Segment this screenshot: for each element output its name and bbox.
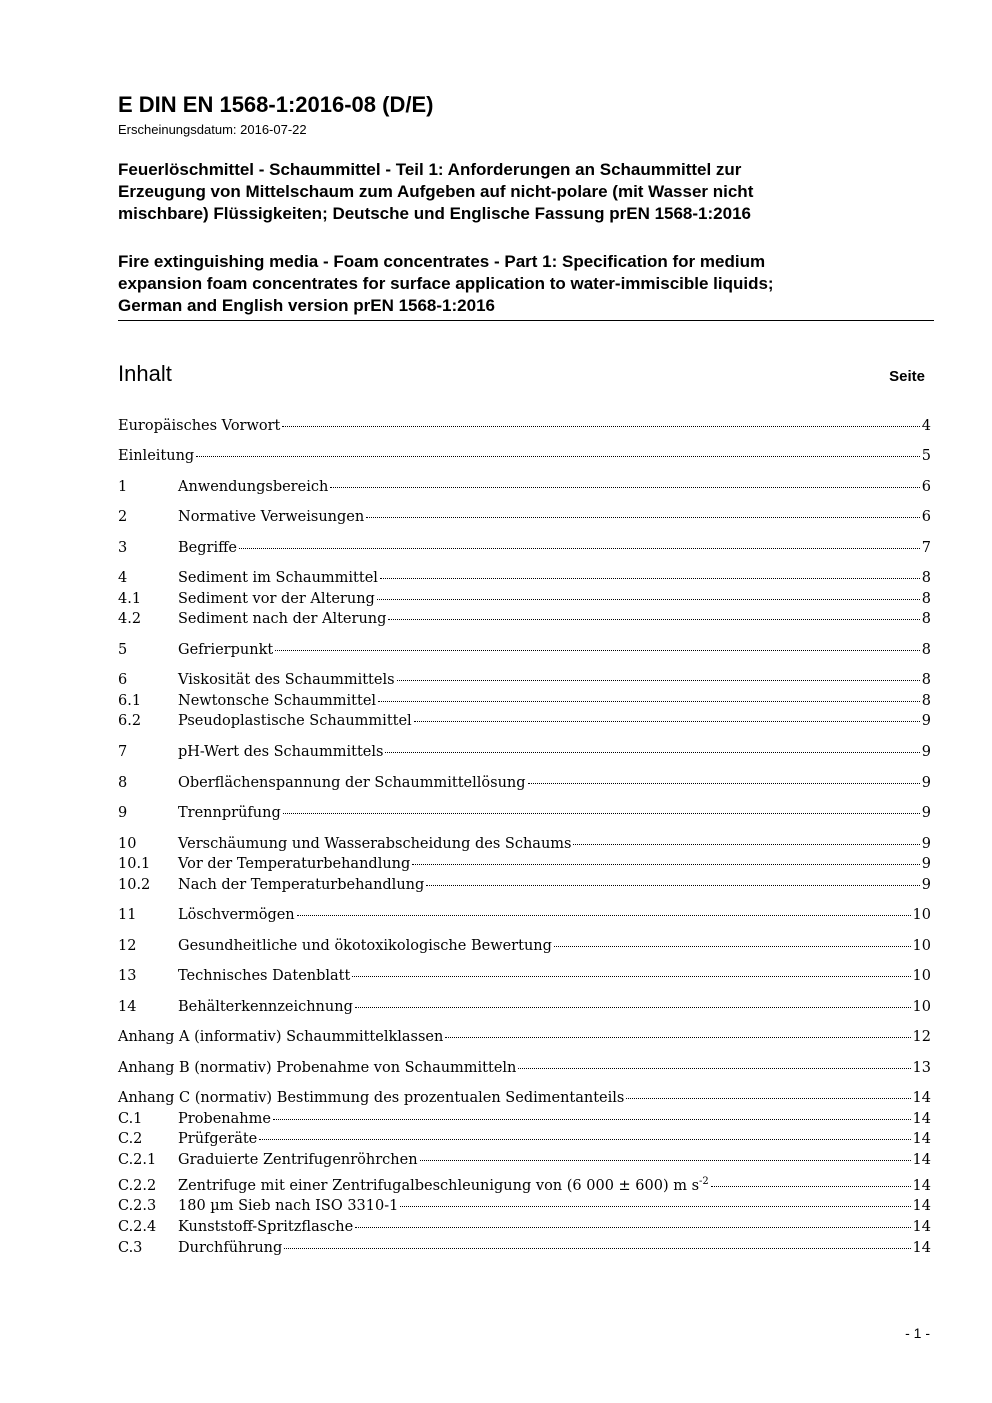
toc-heading: Inhalt	[118, 361, 172, 386]
toc-entry-title-text: Europäisches Vorwort	[118, 418, 281, 434]
english-title-line: Fire extinguishing media - Foam concentrates - Part 1: Specification for medium	[118, 252, 766, 271]
toc-dot-leader	[528, 783, 920, 784]
toc-entry-title	[178, 1176, 709, 1194]
german-title-line: mischbare) Flüssigkeiten; Deutsche und Englische Fassung prEN 1568-1:2016	[118, 204, 751, 223]
german-title-line: Erzeugung von Mittelschaum zum Aufgeben auf nicht-polare (mit Wasser nicht	[118, 182, 754, 201]
toc-entry-title	[178, 693, 376, 709]
toc-entry-number: C.2	[118, 1131, 143, 1147]
toc-entry-title-text: Newtonsche Schaummittel	[178, 693, 377, 709]
toc-entry[interactable]	[118, 907, 931, 927]
toc-dot-leader	[283, 813, 920, 814]
toc-entry-number: 9	[118, 805, 128, 821]
toc-entry-number: C.1	[118, 1111, 143, 1127]
toc-entry-page: 9	[921, 805, 931, 821]
toc-entry-page: 10	[912, 907, 931, 923]
toc-entry[interactable]	[118, 642, 931, 662]
toc-entry-page: 9	[921, 713, 931, 729]
toc-entry-title	[118, 418, 280, 434]
toc-entry-title-text: Anwendungsbereich	[178, 479, 329, 495]
toc-dot-leader	[385, 752, 919, 753]
toc-entry-title	[118, 448, 194, 464]
table-of-contents	[118, 0, 931, 1403]
toc-entry-page: 14	[912, 1219, 931, 1235]
toc-dot-leader	[400, 1206, 910, 1207]
toc-entry-superscript: -2	[699, 1176, 709, 1187]
toc-entry-title	[178, 999, 353, 1015]
toc-entry-title-text: Kunststoff-Spritzflasche	[178, 1219, 354, 1235]
toc-entry-title-text: Nach der Temperaturbehandlung	[178, 877, 425, 893]
toc-entry-number: 6	[118, 672, 128, 688]
toc-dot-leader	[284, 1248, 910, 1249]
toc-dot-leader	[377, 599, 920, 600]
toc-entry[interactable]	[118, 968, 931, 988]
toc-entry[interactable]	[118, 713, 931, 733]
toc-dot-leader	[355, 1007, 911, 1008]
toc-entry-page: 8	[921, 693, 931, 709]
toc-dot-leader	[282, 426, 919, 427]
toc-entry-title	[178, 1152, 418, 1168]
toc-entry-page: 9	[921, 744, 931, 760]
toc-entry-page: 10	[912, 938, 931, 954]
toc-page-column-label: Seite	[889, 368, 925, 385]
toc-entry-number: 4.2	[118, 611, 142, 627]
toc-entry-title-text: Einleitung	[118, 448, 195, 464]
toc-entry-title-text: Sediment vor der Alterung	[178, 591, 375, 607]
toc-entry[interactable]	[118, 570, 931, 590]
toc-entry-title	[178, 672, 395, 688]
toc-entry-page: 8	[921, 642, 931, 658]
german-title-line: Feuerlöschmittel - Schaummittel - Teil 1: Anforderungen an Schaummittel zur	[118, 160, 742, 179]
toc-entry-title	[118, 1060, 516, 1076]
toc-entry-number: 10.2	[118, 877, 151, 893]
toc-entry-title-text: Technisches Datenblatt	[178, 968, 351, 984]
toc-dot-leader	[297, 915, 911, 916]
toc-entry-title-text: Zentrifuge mit einer Zentrifugalbeschleunigung von (6 000 ± 600) m s	[178, 1178, 700, 1194]
toc-entry-page: 14	[912, 1240, 931, 1256]
toc-entry[interactable]	[118, 775, 931, 795]
toc-entry-title	[178, 570, 378, 586]
toc-dot-leader	[426, 885, 919, 886]
toc-entry-number: 1	[118, 479, 128, 495]
toc-entry-number: 3	[118, 540, 128, 556]
toc-entry[interactable]	[118, 479, 931, 499]
toc-entry-title-text: Anhang C (normativ) Bestimmung des prozentualen Sedimentanteils	[118, 1090, 625, 1106]
toc-entry-number: 14	[118, 999, 137, 1015]
toc-dot-leader	[420, 1160, 911, 1161]
toc-entry-page: 9	[921, 856, 931, 872]
toc-entry-title-text: Verschäumung und Wasserabscheidung des Schaums	[178, 836, 572, 852]
page-number: - 1 -	[905, 1325, 930, 1341]
toc-dot-leader	[518, 1068, 910, 1069]
toc-dot-leader	[414, 721, 920, 722]
toc-entry-title-text: Prüfgeräte	[178, 1131, 258, 1147]
toc-entry[interactable]	[118, 1240, 931, 1260]
english-title-line: expansion foam concentrates for surface application to water-immiscible liquids;	[118, 274, 774, 293]
toc-entry-title	[178, 479, 328, 495]
toc-entry[interactable]	[118, 1111, 931, 1131]
toc-entry-title-text: Gefrierpunkt	[178, 642, 274, 658]
toc-entry-page: 4	[921, 418, 931, 434]
toc-entry-title-text: Sediment im Schaummittel	[178, 570, 378, 586]
toc-entry-title	[118, 1029, 443, 1045]
toc-entry-title	[178, 1131, 257, 1147]
toc-entry-page: 9	[921, 836, 931, 852]
toc-entry-title-text: Normative Verweisungen	[178, 509, 365, 525]
toc-entry-number: 2	[118, 509, 128, 525]
toc-entry-page: 8	[921, 591, 931, 607]
toc-entry-title-text: Probenahme	[178, 1111, 271, 1127]
toc-entry-number: 12	[118, 938, 137, 954]
toc-entry-page: 8	[921, 672, 931, 688]
toc-entry-page: 14	[912, 1111, 931, 1127]
toc-entry-page: 9	[921, 775, 931, 791]
toc-entry-title-text: Durchführung	[178, 1240, 283, 1256]
toc-dot-leader	[352, 976, 910, 977]
toc-entry-number: 8	[118, 775, 128, 791]
toc-entry-title-text: pH-Wert des Schaummittels	[178, 744, 384, 760]
toc-entry-number: 4.1	[118, 591, 142, 607]
toc-entry-page: 8	[921, 611, 931, 627]
toc-entry-number: C.2.2	[118, 1178, 157, 1194]
toc-entry[interactable]	[118, 540, 931, 560]
toc-entry[interactable]	[118, 1029, 931, 1049]
toc-entry-number: 10.1	[118, 856, 151, 872]
toc-entry-title	[178, 642, 273, 658]
toc-entry-title-text: Anhang A (informativ) Schaummittelklassen	[118, 1029, 444, 1045]
document-title: E DIN EN 1568-1:2016-08 (D/E)	[118, 92, 434, 117]
toc-entry[interactable]	[118, 1176, 931, 1196]
toc-entry-title	[178, 509, 364, 525]
toc-entry-title-text: Gesundheitliche und ökotoxikologische Bewertung	[178, 938, 552, 954]
toc-entry-page: 12	[912, 1029, 931, 1045]
toc-entry-title	[178, 540, 237, 556]
toc-entry-title	[178, 713, 412, 729]
toc-dot-leader	[626, 1098, 910, 1099]
toc-entry-number: 4	[118, 570, 128, 586]
toc-entry-title	[178, 968, 350, 984]
toc-entry-page: 10	[912, 999, 931, 1015]
toc-entry-page: 13	[912, 1060, 931, 1076]
toc-entry-number: 11	[118, 907, 137, 923]
toc-entry-title-text: Viskosität des Schaummittels	[178, 672, 395, 688]
toc-entry-number: 10	[118, 836, 137, 852]
toc-entry-title	[118, 1090, 624, 1106]
toc-entry-page: 9	[921, 877, 931, 893]
toc-entry-title	[178, 877, 424, 893]
toc-entry-number: 7	[118, 744, 128, 760]
toc-entry-page: 5	[921, 448, 931, 464]
toc-entry-page: 14	[912, 1152, 931, 1168]
toc-dot-leader	[378, 701, 920, 702]
toc-entry[interactable]	[118, 999, 931, 1019]
toc-entry-page: 6	[921, 479, 931, 495]
toc-dot-leader	[711, 1186, 911, 1187]
toc-entry[interactable]	[118, 1219, 931, 1239]
toc-entry-number: C.2.4	[118, 1219, 157, 1235]
toc-entry-title	[178, 805, 281, 821]
toc-dot-leader	[355, 1227, 910, 1228]
toc-entry-number: C.2.3	[118, 1198, 157, 1214]
toc-entry-title-text: Pseudoplastische Schaummittel	[178, 713, 412, 729]
english-title-line: German and English version prEN 1568-1:2016	[118, 296, 495, 315]
toc-entry-title	[178, 1111, 271, 1127]
toc-entry-title-text: Sediment nach der Alterung	[178, 611, 387, 627]
toc-dot-leader	[330, 487, 919, 488]
toc-entry-page: 8	[921, 570, 931, 586]
toc-entry-page: 7	[921, 540, 931, 556]
toc-dot-leader	[239, 548, 920, 549]
toc-entry-title	[178, 836, 571, 852]
toc-entry-title-text: Vor der Temperaturbehandlung	[178, 856, 411, 872]
toc-entry-title-text: Trennprüfung	[178, 805, 281, 821]
toc-dot-leader	[445, 1037, 910, 1038]
toc-entry-title	[178, 611, 386, 627]
toc-entry-page: 14	[912, 1178, 931, 1194]
toc-entry-title	[178, 744, 383, 760]
toc-entry[interactable]	[118, 1131, 931, 1151]
toc-entry-title-text: Begriffe	[178, 540, 237, 556]
toc-dot-leader	[259, 1139, 910, 1140]
toc-entry-number: 6.1	[118, 693, 142, 709]
toc-entry-page: 14	[912, 1198, 931, 1214]
toc-entry-page: 14	[912, 1090, 931, 1106]
toc-entry-page: 14	[912, 1131, 931, 1147]
toc-dot-leader	[366, 517, 920, 518]
toc-entry[interactable]	[118, 1198, 931, 1218]
toc-entry[interactable]	[118, 1090, 931, 1110]
toc-entry[interactable]	[118, 856, 931, 876]
toc-entry[interactable]	[118, 611, 931, 631]
toc-entry[interactable]	[118, 591, 931, 611]
toc-entry-number: C.3	[118, 1240, 143, 1256]
toc-entry-title-text: 180 µm Sieb nach ISO 3310-1	[178, 1198, 399, 1214]
toc-entry-title-text: Behälterkennzeichnung	[178, 999, 353, 1015]
toc-entry-number: C.2.1	[118, 1152, 157, 1168]
toc-entry-title-text: Graduierte Zentrifugenröhrchen	[178, 1152, 418, 1168]
toc-entry-number: 13	[118, 968, 137, 984]
toc-entry[interactable]	[118, 448, 931, 468]
toc-entry[interactable]	[118, 1152, 931, 1172]
toc-entry[interactable]	[118, 1060, 931, 1080]
toc-entry-title	[178, 1219, 353, 1235]
toc-entry-title-text: Anhang B (normativ) Probenahme von Schaummitteln	[118, 1060, 517, 1076]
toc-entry[interactable]	[118, 744, 931, 764]
toc-dot-leader	[573, 844, 919, 845]
toc-dot-leader	[397, 680, 920, 681]
toc-entry-number: 5	[118, 642, 128, 658]
toc-dot-leader	[388, 619, 919, 620]
toc-dot-leader	[412, 864, 919, 865]
toc-entry[interactable]	[118, 418, 931, 438]
toc-entry[interactable]	[118, 938, 931, 958]
toc-entry[interactable]	[118, 877, 931, 897]
toc-entry-title-text: Oberflächenspannung der Schaummittellösung	[178, 775, 526, 791]
toc-dot-leader	[275, 650, 920, 651]
toc-entry-page: 10	[912, 968, 931, 984]
toc-entry-title	[178, 1240, 282, 1256]
toc-entry[interactable]	[118, 805, 931, 825]
toc-entry-title	[178, 591, 375, 607]
toc-entry[interactable]	[118, 836, 931, 856]
toc-entry-title	[178, 907, 295, 923]
toc-entry[interactable]	[118, 509, 931, 529]
toc-entry[interactable]	[118, 672, 931, 692]
toc-entry-title	[178, 938, 552, 954]
toc-dot-leader	[380, 578, 920, 579]
toc-entry-title	[178, 1198, 398, 1214]
toc-dot-leader	[196, 456, 920, 457]
toc-dot-leader	[273, 1119, 911, 1120]
toc-entry-page: 6	[921, 509, 931, 525]
toc-entry-title-text: Löschvermögen	[178, 907, 295, 923]
toc-entry-number: 6.2	[118, 713, 142, 729]
toc-entry[interactable]	[118, 693, 931, 713]
toc-dot-leader	[554, 946, 911, 947]
toc-entry-title	[178, 856, 410, 872]
publication-date: Erscheinungsdatum: 2016-07-22	[118, 122, 307, 137]
toc-entry-title	[178, 775, 526, 791]
